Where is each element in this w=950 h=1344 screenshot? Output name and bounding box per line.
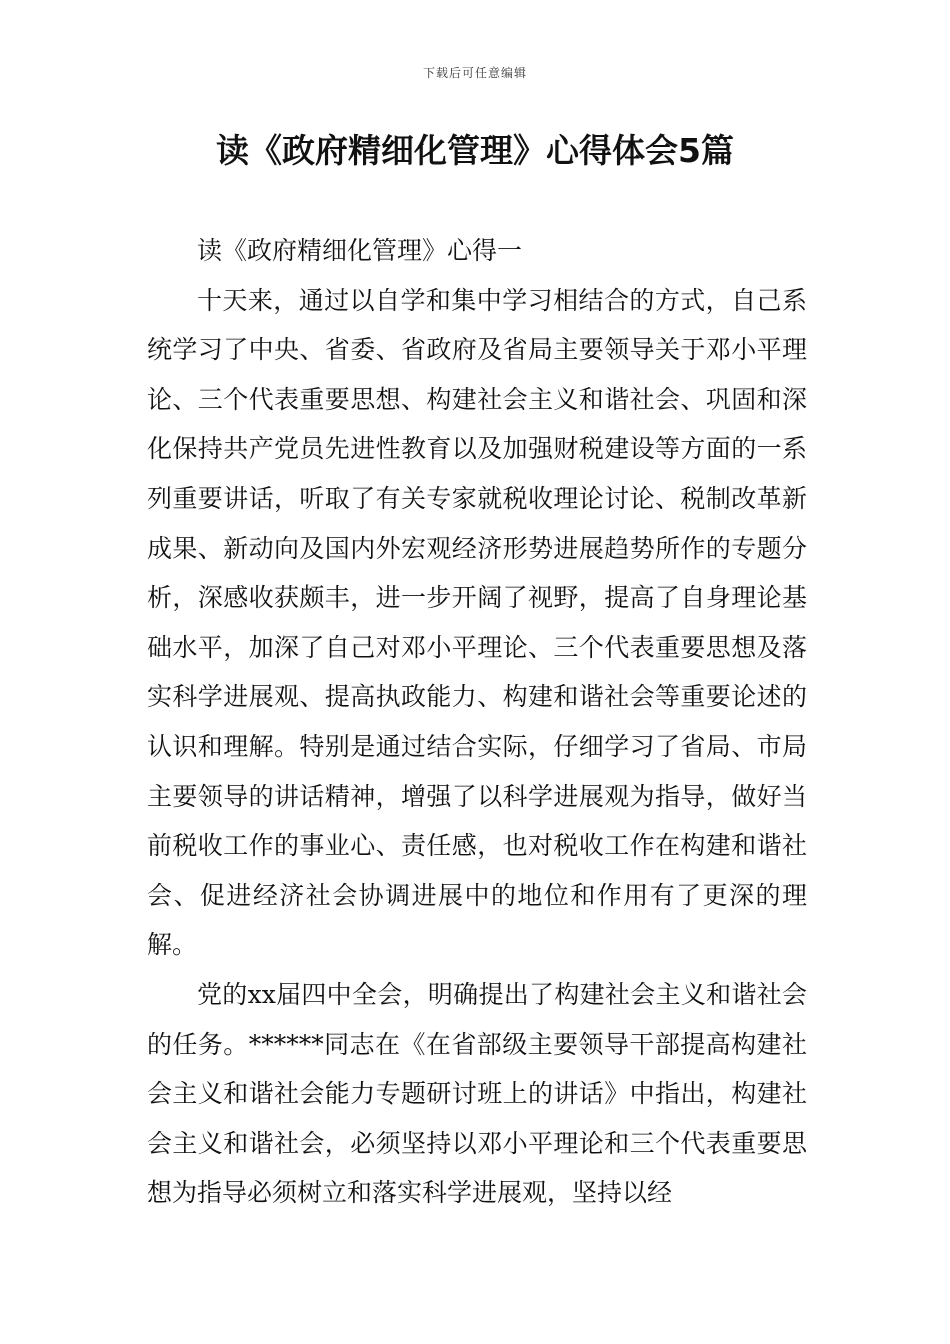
- paragraph-1: 十天来，通过以自学和集中学习相结合的方式，自己系统学习了中央、省委、省政府及省局主要领导关于邓小平理论、三个代表重要思想、构建社会主义和谐社会、巩固和深化保持共产党员先进性教育以及加强财税建设等方面的一系列重要讲话，听取了有关专家就税收理论讨论、税制改革新成果、新动向及国内外宏观经济形势进展趋势所作的专题分析，深感收获颇丰，进一步开阔了视野，提高了自身理论基础水平，加深了自己对邓小平理论、三个代表重要思想及落实科学进展观、提高执政能力、构建和谐社会等重要论述的认识和理解。特别是通过结合实际，仔细学习了省局、市局主要领导的讲话精神，增强了以科学进展观为指导，做好当前税收工作的事业心、责任感，也对税收工作在构建和谐社会、促进经济社会协调进展中的地位和作用有了更深的理解。: [147, 285, 807, 960]
- header-note: 下载后可任意编辑: [422, 66, 527, 80]
- section-subheading: 读《政府精细化管理》心得一: [197, 236, 523, 265]
- document-title: 读《政府精细化管理》心得体会5篇: [216, 131, 734, 170]
- document-body: [147, 226, 807, 1218]
- paragraph-2: 党的xx届四中全会，明确提出了构建社会主义和谐社会的任务。******同志在《在省部级主要领导干部提高构建社会主义和谐社会能力专题研讨班上的讲话》中指出，构建社会主义和谐社会，必须坚持以邓小平理论和三个代表重要思想为指导必须树立和落实科学进展观，坚持以经: [147, 979, 807, 1208]
